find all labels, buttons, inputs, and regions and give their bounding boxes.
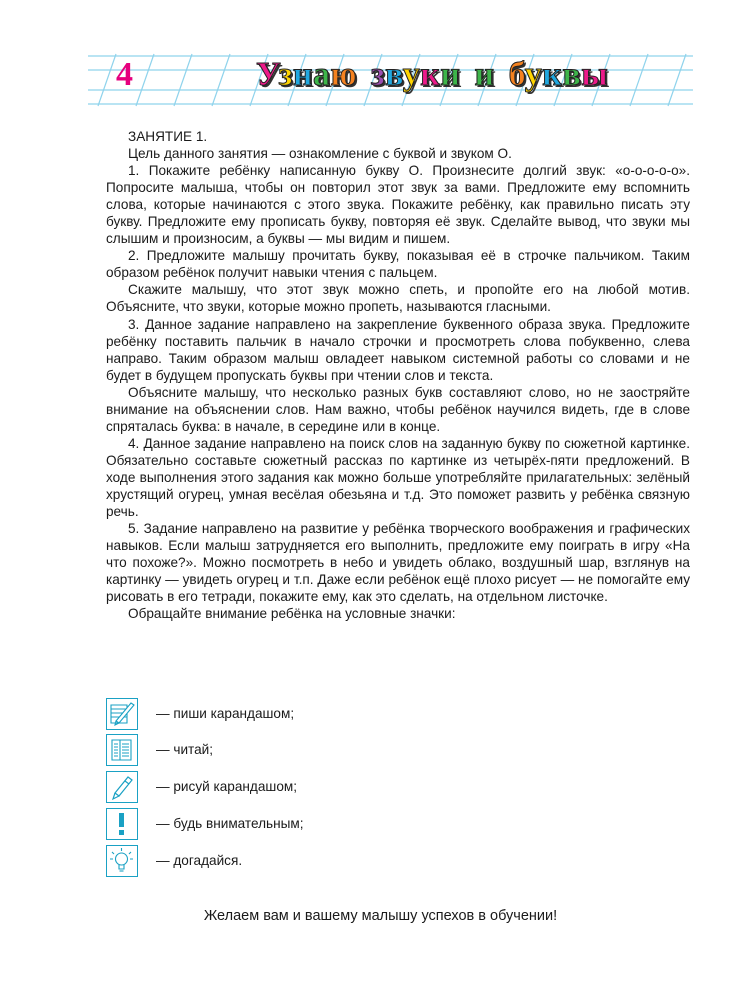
- page-header: [88, 50, 693, 110]
- legend-item: [106, 845, 506, 879]
- paragraph: 2. Предложите малышу прочитать букву, показывая её в строчке пальчиком. Таким образом ребёнок получит навыки чтения с пальцем.: [106, 248, 690, 281]
- title-word-4: буквы: [508, 56, 609, 93]
- legend-item: [106, 808, 506, 842]
- paragraph: 5. Задание направлено на развитие у ребёнка творческого воображения и графических навыков. Если малыш затрудняется его выполнить, предложите ему поиграть в игру «На что похоже?». Можно посмотреть в небо и увидеть облако, воздушный шар, взглянув на картинку — увидеть огурец и т.п. Даже если ребёнок ещё плохо рисует — не помогайте ему рисовать в его тетради, покажите ему, как это сделать, на отдельном листочке.: [106, 521, 690, 605]
- legend-item: [106, 734, 506, 768]
- legend-label: — рисуй карандашом;: [156, 779, 298, 794]
- legend-item: [106, 698, 506, 732]
- legend-label: — пиши карандашом;: [156, 706, 295, 721]
- title-word-1: Узнаю: [256, 56, 357, 93]
- instructions-text: [106, 128, 690, 622]
- page-number: 4: [116, 56, 133, 93]
- paragraph: Скажите малышу, что этот звук можно спеть, и пропойте его на любой мотив. Объясните, что звуки, которые можно пропеть, называются гласными.: [106, 282, 690, 315]
- paragraph: 1. Покажите ребёнку написанную букву О. Произнесите долгий звук: «о-о-о-о-о». Попросите малыша, чтобы он повторил этот звук за вами. Предложите ему вспомнить слова, которые начинаются с этого звука. Покажите ребёнку, как правильно писать эту букву. Предложите ему прописать букву, повторяя её звук. Сделайте вывод, что звуки мы слышим и произносим, а буквы — мы видим и пишем.: [106, 163, 690, 247]
- paragraph: 3. Данное задание направлено на закрепление буквенного образа звука. Предложите ребёнку поставить пальчик в начало строчки и просмотреть слова побуквенно, слева направо. Таким образом малыш овладеет навыком системной работы со словами и не будет в будущем пропускать буквы при чтении слов и текста.: [106, 316, 690, 383]
- legend-label: — читай;: [156, 742, 214, 757]
- legend-label: — догадайся.: [156, 853, 243, 868]
- paragraph: Обращайте внимание ребёнка на условные значки:: [128, 606, 456, 622]
- legend-label: — будь внимательным;: [156, 816, 304, 831]
- paragraph: Цель данного занятия — ознакомление с буквой и звуком О.: [128, 146, 512, 162]
- legend-item: [106, 771, 506, 805]
- exclamation-icon: [106, 808, 138, 840]
- title-word-2: звуки: [370, 56, 461, 93]
- pencil-draw-icon: [106, 771, 138, 803]
- paragraph: 4. Данное задание направлено на поиск слов на заданную букву по сюжетной картинке. Обязательно составьте сюжетный рассказ по картинке из четырёх-пяти предложений. В ходе выполнения этого задания как можно больше употребляйте прилагательных: зелёный хрустящий огурец, умная весёлая обезьяна и т.д. Это поможет развить у ребёнка связную речь.: [106, 435, 690, 520]
- paragraph-lesson-heading: ЗАНЯТИЕ 1.: [128, 129, 208, 144]
- book-read-icon: [106, 734, 138, 766]
- lightbulb-icon: [106, 845, 138, 877]
- pencil-write-icon: [106, 698, 138, 730]
- title-word-3: и: [474, 56, 495, 93]
- page-title: [256, 56, 622, 94]
- paragraph: Объясните малышу, что несколько разных букв составляют слово, но не заостряйте внимание на объяснении слов. Нам важно, чтобы ребёнок научился видеть, где в слове спряталась буква: в начале, в середине или в конце.: [106, 384, 690, 434]
- closing-wish: Желаем вам и вашему малышу успехов в обучении!: [203, 908, 558, 924]
